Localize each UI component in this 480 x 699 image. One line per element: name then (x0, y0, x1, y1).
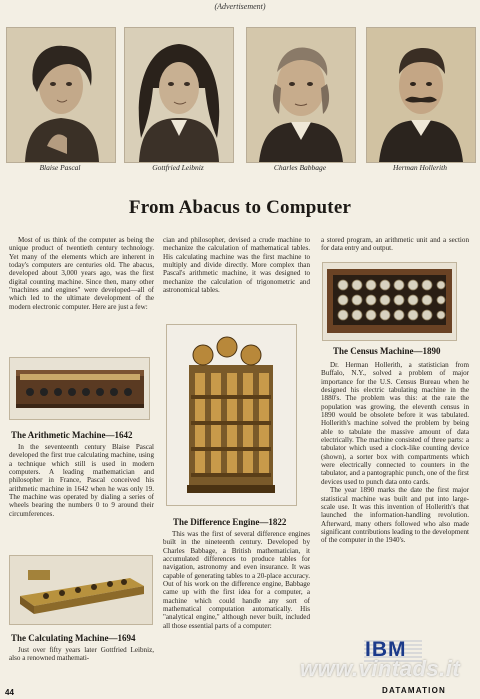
calculating-heading: The Calculating Machine—1694 (11, 633, 136, 643)
caption-hollerith: Herman Hollerith (393, 163, 447, 172)
portrait-leibniz (124, 27, 234, 163)
leibniz-continued-text: cian and philosopher, devised a crude machine to mechanize the calculation of mathematical tables. His calculating machine was the first machine to multiply and divide directly. More complex than Pascal's arithmetic machine, it was designed to mechanize the calculation of trigonometric and astronomical tables. (163, 236, 310, 295)
intro-text: Most of us think of the computer as being the unique product of twentieth century technology. Yet many of the elements which are inherent in today's computers are centuries old. The abacus, developed about 3,000 years ago, was the first digital counting machine. Since then, many other "machines and engines" were developed—all of which led to the ultimate development of the modern electronic computer. Here are just a few: (9, 236, 154, 311)
census-heading: The Census Machine—1890 (333, 346, 441, 356)
magazine-name: DATAMATION (382, 686, 446, 695)
difference-text: This was the first of several difference engines built in the nineteenth century. Developed by Charles Babbage, a British mathematician, it accumulated differences to produce tables for navigation, astronomy and even insurance. It was capable of generating tables to a 20-place accuracy. Out of his work on the difference engine, Babbage came up with the first idea for a computer, a machine which could handle any sort of mathematical computation automatically. His "analytical engine," although never built, included all those essential parts of a computer: (163, 530, 310, 630)
census-machine-photo (322, 262, 457, 341)
portrait-hollerith (366, 27, 476, 163)
caption-babbage: Charles Babbage (273, 163, 327, 172)
arithmetic-text: In the seventeenth century Blaise Pascal developed the first true calculating machine, using a technique which still is used in modern computers. A leading mathematician and philosopher in France, Pascal conceived his arithmetic machine in 1642 when he was only 19. The machine was operated by dialing a series of wheels bearing the numbers 0 to 9 around their circumferences. (9, 443, 154, 518)
arithmetic-machine-photo (9, 357, 150, 420)
analytical-continued-text: a stored program, an arithmetic unit and a section for data entry and output. (321, 236, 469, 253)
portrait-babbage (246, 27, 356, 163)
calculating-text: Just over fifty years later Gottfried Leibniz, also a renowned mathemati- (9, 646, 154, 663)
portrait-pascal (6, 27, 116, 163)
article-title: From Abacus to Computer (128, 197, 352, 218)
census-text: Dr. Herman Hollerith, a statistician from Buffalo, N.Y., solved a problem of major importance for the U.S. Census Bureau when he designed his electric tabulating machine in the 1880's. The problem was this: at the rate the population was growing, the eleventh census in 1890 would be obsolete before it was tabulated. Hollerith's machine solved the problem by being able to tabulate the massive amount of data electrically. The machine consisted of three parts: a tabulator which used a clock-like counting device (shown), a sorter box with compartments which were electrically connected to counters in the tabulator, and a pantographic punch, one of the first devices used to punch data onto cards. The year 1890 marks the date the first major statistical machine was built and put into large-scale use. It was this invention of Hollerith's that launched the information-handling revolution. Afterward, many others followed who also made significant contributions leading to the development of the computer in the 1940's. (321, 361, 469, 545)
caption-leibniz: Gottfried Leibniz (152, 163, 204, 172)
arithmetic-heading: The Arithmetic Machine—1642 (11, 430, 133, 440)
difference-engine-photo (166, 324, 297, 506)
page-number: 44 (5, 688, 14, 697)
caption-pascal: Blaise Pascal (39, 163, 81, 172)
watermark: www.vintads.it (300, 656, 461, 681)
difference-heading: The Difference Engine—1822 (173, 517, 287, 527)
ibm-logo: IBM (365, 638, 407, 661)
calculating-machine-photo (9, 555, 153, 625)
advertisement-label: (Advertisement) (214, 2, 266, 11)
